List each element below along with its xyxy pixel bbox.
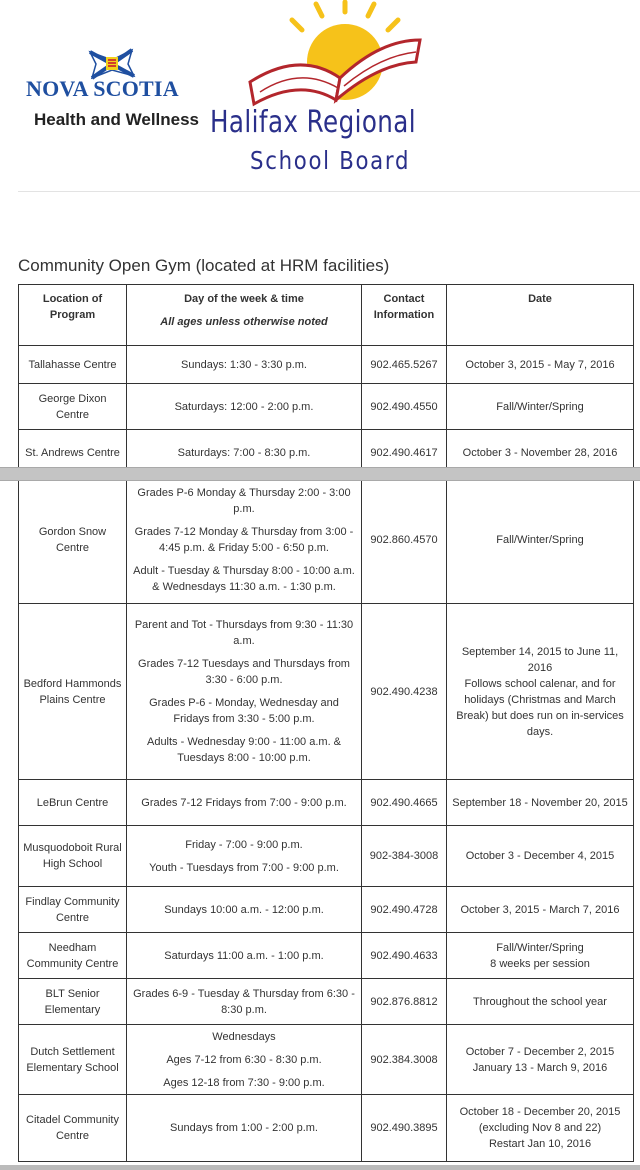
time-entry: Grades P-6 - Monday, Wednesday and Fridays from 3:30 - 5:00 p.m. — [149, 697, 339, 725]
table-row — [19, 1095, 634, 1162]
cell-day-time — [127, 933, 362, 979]
header-contact: Contact Information — [362, 285, 447, 346]
cell-contact: 902.490.4728 — [362, 887, 447, 933]
header-location: Location of Program — [19, 285, 127, 346]
time-entry: Saturdays: 12:00 - 2:00 p.m. — [174, 400, 314, 413]
header-date: Date — [447, 285, 634, 346]
time-entry: Friday - 7:00 - 9:00 p.m. — [185, 838, 303, 851]
time-entry: Adult - Tuesday & Thursday 8:00 - 10:00 a.m. & Wednesdays 11:30 a.m. - 1:30 p.m. — [133, 564, 355, 593]
cell-contact: 902.490.4550 — [362, 384, 447, 430]
cell-day-time — [127, 1095, 362, 1162]
cell-contact: 902.860.4570 — [362, 476, 447, 604]
cell-contact: 902.384.3008 — [362, 1025, 447, 1095]
date-entry: October 3 - November 28, 2016 — [462, 446, 618, 459]
table-row — [19, 604, 634, 780]
cell-location: LeBrun Centre — [19, 780, 127, 826]
date-entry: September 18 - November 20, 2015 — [452, 796, 628, 809]
date-entry: January 13 - March 9, 2016 — [472, 1061, 608, 1074]
cell-contact: 902.490.4665 — [362, 780, 447, 826]
cell-location: Needham Community Centre — [19, 933, 127, 979]
cell-contact: 902.465.5267 — [362, 346, 447, 384]
table-row — [19, 346, 634, 384]
table-row — [19, 1025, 634, 1095]
cell-contact: 902.490.4617 — [362, 430, 447, 476]
date-entry: October 3, 2015 - May 7, 2016 — [465, 358, 615, 371]
cell-location: Dutch Settlement Elementary School — [19, 1025, 127, 1095]
time-entry: Grades 7-12 Fridays from 7:00 - 9:00 p.m. — [141, 796, 347, 809]
time-entry: Ages 12-18 from 7:30 - 9:00 p.m. — [163, 1076, 325, 1089]
header-day-time — [127, 285, 362, 346]
time-entry: Grades 7-12 Monday & Thursday from 3:00 - 4:45 p.m. & Friday 5:00 - 6:50 p.m. — [134, 525, 354, 554]
cell-day-time — [127, 604, 362, 780]
open-gym-table — [18, 284, 634, 1162]
cell-day-time — [127, 780, 362, 826]
date-entry: 8 weeks per session — [490, 957, 590, 970]
table-row — [19, 476, 634, 604]
time-entry: Adults - Wednesday 9:00 - 11:00 a.m. & Tuesdays 8:00 - 10:00 p.m. — [146, 736, 342, 764]
cell-location: George Dixon Centre — [19, 384, 127, 430]
time-entry: Ages 7-12 from 6:30 - 8:30 p.m. — [166, 1053, 322, 1066]
cell-contact: 902.490.4238 — [362, 604, 447, 780]
date-entry: Throughout the school year — [473, 995, 607, 1008]
cell-location: BLT Senior Elementary — [19, 979, 127, 1025]
date-entry: September 14, 2015 to June 11, 2016 — [461, 645, 619, 674]
cell-day-time — [127, 346, 362, 384]
bottom-scroll-edge — [0, 1165, 640, 1170]
cell-contact: 902-384-3008 — [362, 826, 447, 887]
date-entry: Fall/Winter/Spring — [496, 400, 584, 413]
time-entry: Saturdays: 7:00 - 8:30 p.m. — [177, 446, 311, 459]
cell-location: St. Andrews Centre — [19, 430, 127, 476]
table-row — [19, 826, 634, 887]
cell-day-time — [127, 887, 362, 933]
cell-contact: 902.490.3895 — [362, 1095, 447, 1162]
cell-location: Tallahasse Centre — [19, 346, 127, 384]
header-logos — [0, 0, 640, 195]
cell-contact: 902.490.4633 — [362, 933, 447, 979]
time-entry: Sundays from 1:00 - 2:00 p.m. — [170, 1122, 318, 1134]
header-day-note: All ages unless otherwise noted — [160, 316, 328, 328]
time-entry: Youth - Tuesdays from 7:00 - 9:00 p.m. — [149, 861, 339, 874]
date-entry: Fall/Winter/Spring — [496, 533, 584, 546]
hrsb-logo — [210, 0, 450, 185]
sun-book-icon — [240, 0, 430, 115]
table-row — [19, 780, 634, 826]
cell-date — [447, 384, 634, 430]
date-entry: October 7 - December 2, 2015 — [465, 1045, 615, 1058]
cell-date — [447, 826, 634, 887]
cell-location: Citadel Community Centre — [19, 1095, 127, 1162]
page-title: Community Open Gym (located at HRM facilities) — [18, 256, 390, 275]
cell-day-time — [127, 384, 362, 430]
cell-day-time — [127, 979, 362, 1025]
cell-day-time — [127, 1025, 362, 1095]
date-entry: Fall/Winter/Spring — [496, 941, 584, 954]
date-entry: October 18 - December 20, 2015 (excluding Nov 8 and 22) — [459, 1106, 621, 1134]
cell-day-time — [127, 826, 362, 887]
cell-date — [447, 1095, 634, 1162]
nova-scotia-logo — [22, 48, 212, 138]
cell-location: Musquodoboit Rural High School — [19, 826, 127, 887]
cell-date — [447, 346, 634, 384]
table-header-row — [19, 285, 634, 346]
cell-location: Bedford Hammonds Plains Centre — [19, 604, 127, 780]
cell-location: Findlay Community Centre — [19, 887, 127, 933]
cell-date — [447, 1025, 634, 1095]
time-entry: Grades 6-9 - Tuesday & Thursday from 6:30 - 8:30 p.m. — [133, 987, 355, 1016]
time-entry: Grades P-6 Monday & Thursday 2:00 - 3:00 p.m. — [137, 486, 351, 515]
cell-date — [447, 887, 634, 933]
hrsb-wordmark-line1: Halifax Regional — [210, 105, 417, 140]
table-row — [19, 384, 634, 430]
date-entry: Follows school calenar, and for holidays (Christmas and March Break) but does run on in-services days. — [456, 677, 624, 738]
cell-contact: 902.876.8812 — [362, 979, 447, 1025]
page-break-divider — [0, 467, 640, 481]
time-entry: Grades 7-12 Tuesdays and Thursdays from 3:30 - 6:00 p.m. — [138, 658, 350, 686]
cell-location: Gordon Snow Centre — [19, 476, 127, 604]
time-entry: Sundays: 1:30 - 3:30 p.m. — [181, 358, 307, 371]
cell-day-time — [127, 476, 362, 604]
time-entry: Sundays 10:00 a.m. - 12:00 p.m. — [164, 903, 324, 916]
table-row — [19, 979, 634, 1025]
nova-scotia-wordmark: NOVA SCOTIA — [26, 76, 179, 101]
cell-date — [447, 780, 634, 826]
nova-scotia-subtitle: Health and Wellness — [34, 110, 200, 129]
header-divider — [18, 191, 640, 192]
cell-date — [447, 604, 634, 780]
cell-date — [447, 933, 634, 979]
date-entry: October 3 - December 4, 2015 — [465, 850, 615, 862]
hrsb-wordmark-line2: School Board — [250, 146, 411, 175]
date-entry: October 3, 2015 - March 7, 2016 — [460, 903, 620, 916]
time-entry: Wednesdays — [212, 1030, 276, 1043]
date-entry: Restart Jan 10, 2016 — [488, 1138, 592, 1150]
cell-date — [447, 476, 634, 604]
table-row — [19, 933, 634, 979]
header-day-label: Day of the week & time — [184, 293, 304, 305]
table-row — [19, 887, 634, 933]
time-entry: Saturdays 11:00 a.m. - 1:00 p.m. — [164, 949, 324, 962]
cell-date — [447, 979, 634, 1025]
time-entry: Parent and Tot - Thursdays from 9:30 - 11:30 a.m. — [134, 619, 354, 647]
